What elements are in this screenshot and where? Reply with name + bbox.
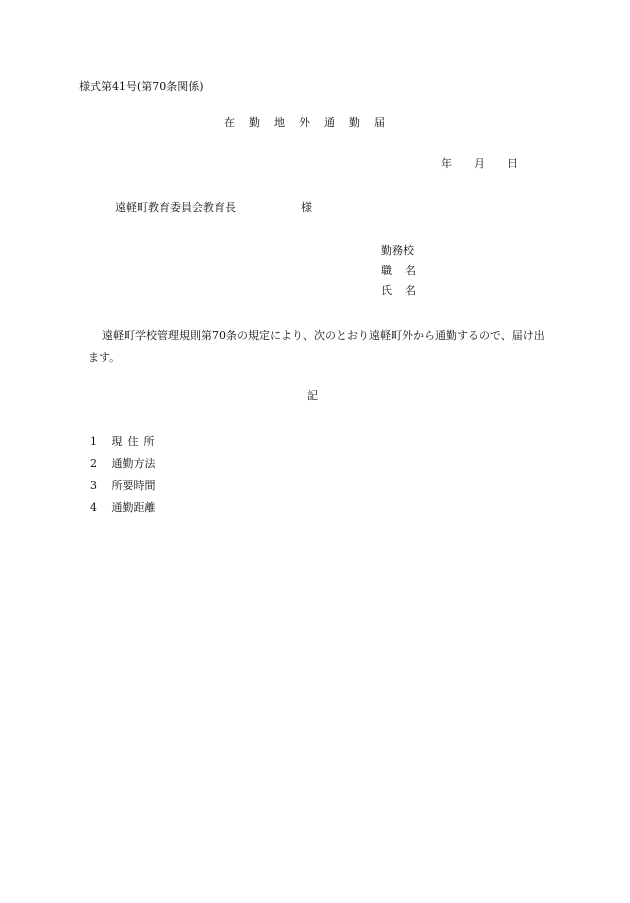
ki-heading: 記: [307, 389, 318, 402]
list-item: [90, 453, 160, 475]
month-label: 月: [474, 157, 485, 170]
item-number: 1: [90, 435, 97, 448]
day-label: 日: [507, 157, 518, 170]
sender-position-row: [381, 261, 429, 281]
item-label: 通勤方法: [111, 457, 156, 470]
name-label: 氏名: [381, 284, 429, 297]
item-number: 3: [90, 479, 97, 492]
item-label: 所要時間: [111, 479, 156, 492]
document-title: 在勤地外通勤届: [224, 116, 399, 129]
list-item: [90, 431, 160, 453]
year-label: 年: [441, 157, 452, 170]
recipient-name: 遠軽町教育委員会教育長: [115, 201, 236, 214]
item-label: 通勤距離: [111, 501, 156, 514]
position-label: 職名: [381, 264, 429, 277]
list-item: [90, 475, 160, 497]
item-number: 4: [90, 501, 97, 514]
item-number: 2: [90, 457, 97, 470]
school-label: 勤務校: [381, 244, 414, 257]
list-item: [90, 497, 160, 519]
item-list: [90, 431, 160, 519]
sender-name-row: [381, 281, 429, 301]
item-label: 現住所: [111, 435, 160, 448]
date-line: [441, 157, 518, 171]
body-paragraph: 遠軽町学校管理規則第70条の規定により、次のとおり遠軽町外から通勤するので、届け出ます。: [88, 329, 545, 364]
recipient-honorific: 様: [301, 201, 312, 214]
sender-school-row: [381, 241, 429, 261]
sender-block: [381, 241, 429, 301]
form-number: 様式第41号(第70条関係): [79, 80, 204, 93]
